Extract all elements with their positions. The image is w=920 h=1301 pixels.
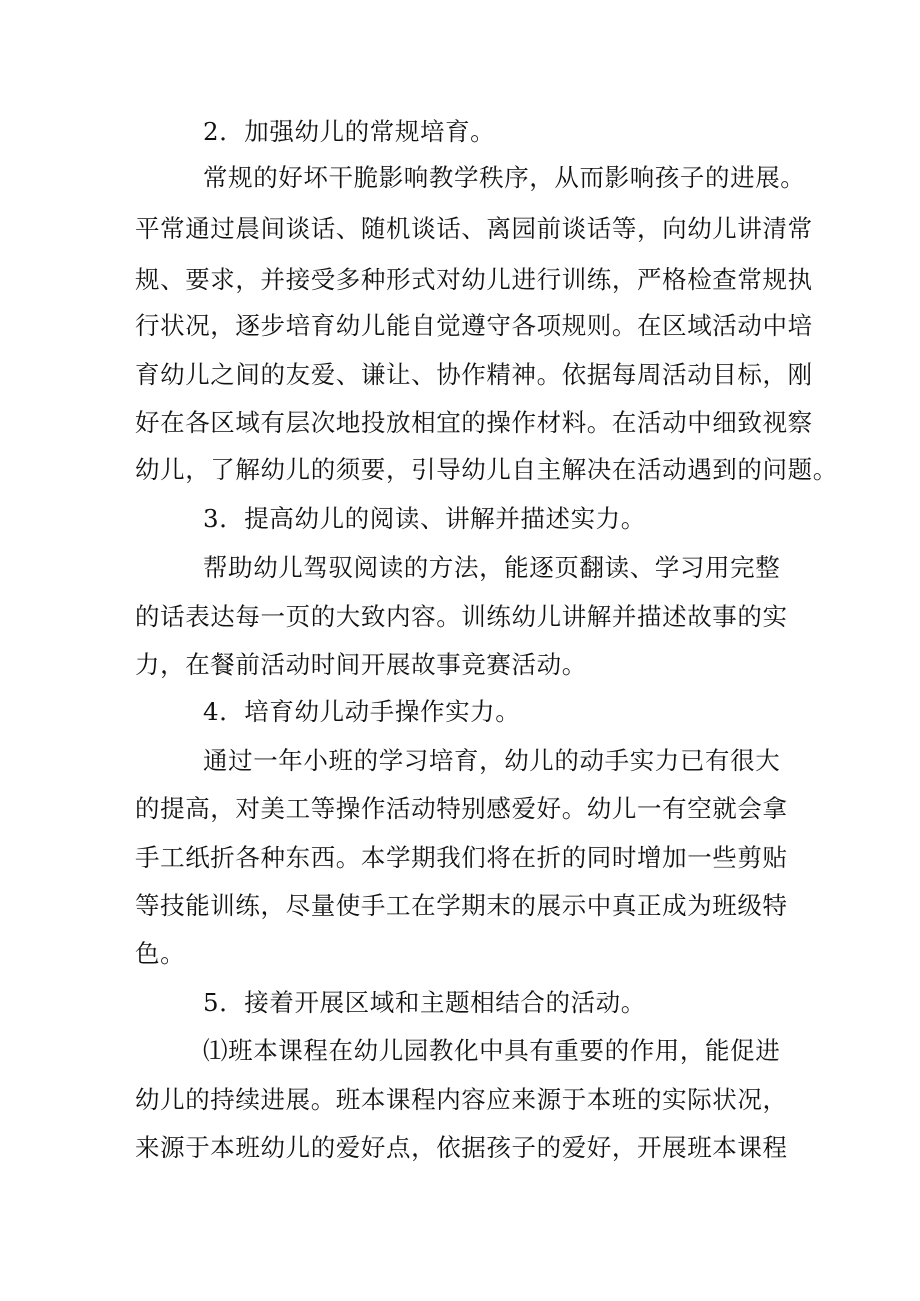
paragraph-line: 色。 — [135, 939, 186, 968]
paragraph-line: 的提高，对美工等操作活动特别感爱好。幼儿一有空就会拿 — [135, 794, 788, 823]
paragraph-line: 平常通过晨间谈话、随机谈话、离园前谈话等，向幼儿讲清常 — [135, 214, 813, 243]
paragraph-line: ⑴班本课程在幼儿园教化中具有重要的作用，能促进 — [203, 1036, 781, 1065]
paragraph-line: 行状况，逐步培育幼儿能自觉遵守各项规则。在区域活动中培 — [135, 311, 813, 340]
paragraph-line: 力，在餐前活动时间开展故事竞赛活动。 — [135, 650, 587, 679]
heading-2: 2．加强幼儿的常规培育。 — [203, 117, 496, 146]
heading-3: 3．提高幼儿的阅读、讲解并描述实力。 — [203, 504, 646, 533]
paragraph-line: 规、要求，并接受多种形式对幼儿进行训练，严格检查常规执 — [135, 265, 813, 294]
paragraph-line: 好在各区域有层次地投放相宜的操作材料。在活动中细致视察 — [135, 408, 813, 437]
paragraph-line: 来源于本班幼儿的爱好点，依据孩子的爱好，开展班本课程 — [135, 1133, 788, 1162]
paragraph-line: 的话表达每一页的大致内容。训练幼儿讲解并描述故事的实 — [135, 602, 788, 631]
paragraph-line: 等技能训练，尽量使手工在学期末的展示中真正成为班级特 — [135, 891, 788, 920]
paragraph-line: 幼儿，了解幼儿的须要，引导幼儿自主解决在活动遇到的问题。 — [135, 455, 838, 484]
paragraph-line: 手工纸折各种东西。本学期我们将在折的同时增加一些剪贴 — [135, 843, 788, 872]
paragraph-line: 通过一年小班的学习培育，幼儿的动手实力已有很大 — [203, 746, 781, 775]
paragraph-line: 常规的好坏干脆影响教学秩序，从而影响孩子的进展。 — [203, 163, 806, 192]
paragraph-line: 育幼儿之间的友爱、谦让、协作精神。依据每周活动目标，刚 — [135, 360, 813, 389]
paragraph-line: 帮助幼儿驾驭阅读的方法，能逐页翻读、学习用完整 — [203, 553, 781, 582]
paragraph-line: 幼儿的持续进展。班本课程内容应来源于本班的实际状况， — [135, 1085, 788, 1114]
heading-5: 5．接着开展区域和主题相结合的活动。 — [203, 988, 646, 1017]
heading-4: 4．培育幼儿动手操作实力。 — [203, 697, 521, 726]
